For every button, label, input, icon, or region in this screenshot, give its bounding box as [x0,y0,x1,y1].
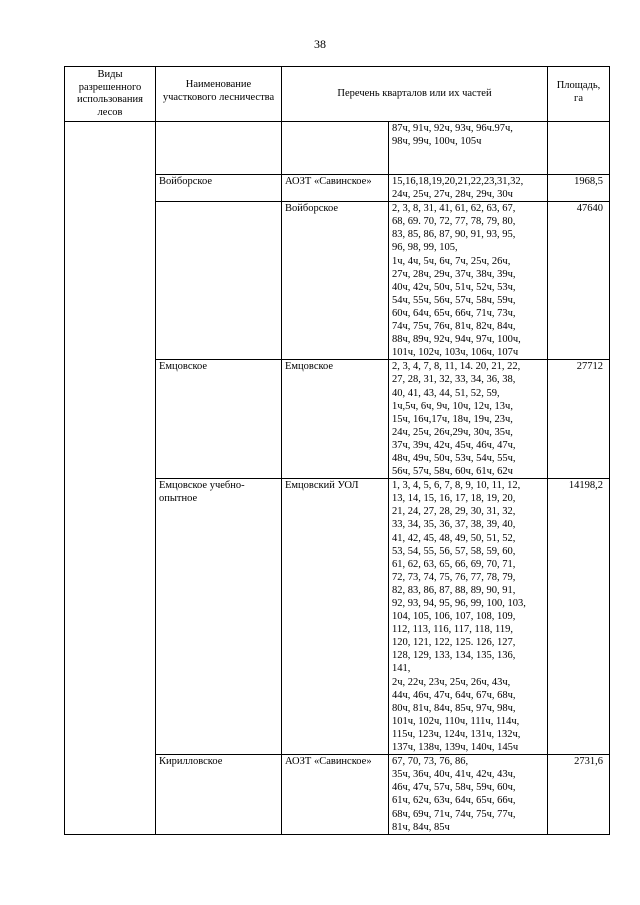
quarter-line: 60ч, 64ч, 65ч, 66ч, 71ч, 73ч, [392,307,516,319]
district-cell [156,122,282,175]
quarter-line: 2, 3, 8, 31, 41, 61, 62, 63, 67, [392,203,516,215]
quarter-line: 24ч, 25ч, 26ч,29ч, 30ч, 35ч, [392,426,513,438]
district-cell: Кирилловское [156,755,282,835]
quarter-line: 80ч, 81ч, 84ч, 85ч, 97ч, 98ч, [392,702,516,714]
quarter-line: 13, 14, 15, 16, 17, 18, 19, 20, [392,493,516,505]
district-cell [156,202,282,360]
header-district: Наименование участкового лесничества [156,67,282,122]
district-cell: Емцовское [156,360,282,479]
quarter-line: 68ч, 69ч, 71ч, 74ч, 75ч, 77ч, [392,808,516,820]
quarter-line: 33, 34, 35, 36, 37, 38, 39, 40, [392,519,516,531]
quarter-line: 81ч, 84ч, 85ч [392,821,450,833]
quarter-line: 46ч, 47ч, 57ч, 58ч, 59ч, 60ч, [392,782,516,794]
quarter-line: 112, 113, 116, 117, 118, 119, [392,624,514,636]
quarter-line: 27, 28, 31, 32, 33, 34, 36, 38, [392,374,516,386]
quarter-line: 83, 85, 86, 87, 90, 91, 93, 95, [392,229,516,241]
quarter-line: 128, 129, 133, 134, 135, 136, [392,650,516,662]
quarter-line: 98ч, 99ч, 100ч, 105ч [392,136,482,148]
quarter-line: 68, 69. 70, 72, 77, 78, 79, 80, [392,216,516,228]
quarter-line: 56ч, 57ч, 58ч, 60ч, 61ч, 62ч [392,466,513,478]
quarters-cell [389,202,548,360]
page-number: 38 [314,37,326,51]
quarter-line: 37ч, 39ч, 42ч, 45ч, 46ч, 47ч, [392,439,516,451]
quarter-line: 53, 54, 55, 56, 57, 58, 59, 60, [392,545,516,557]
subunit-cell [282,122,389,175]
quarter-line: 35ч, 36ч, 40ч, 41ч, 42ч, 43ч, [392,769,516,781]
header-area: Площадь, га [548,67,610,122]
quarter-line: 82, 83, 86, 87, 88, 89, 90, 91, [392,584,516,596]
quarter-line: 101ч, 102ч, 103ч, 106ч, 107ч [392,347,519,359]
subunit-cell: Войборское [282,202,389,360]
quarter-line: 96, 98, 99, 105, [392,242,458,254]
table-header-row [65,67,610,122]
quarter-line: 48ч, 49ч, 50ч, 53ч, 54ч, 55ч, [392,452,516,464]
quarters-cell [389,755,548,835]
quarter-line: 40ч, 42ч, 50ч, 51ч, 52ч, 53ч, [392,281,516,293]
quarter-line: 67, 70, 73, 76, 86, [392,756,469,768]
quarter-line: 44ч, 46ч, 47ч, 64ч, 67ч, 68ч, [392,689,516,701]
table-row [65,122,610,175]
area-cell [548,122,610,175]
quarter-line: 21, 24, 27, 28, 29, 30, 31, 32, [392,506,516,518]
quarter-line: 87ч, 91ч, 92ч, 93ч, 96ч.97ч, [392,123,513,134]
quarter-line: 1ч, 4ч, 5ч, 6ч, 7ч, 25ч, 26ч, [392,255,511,267]
quarter-line: 1ч,5ч, 6ч, 9ч, 10ч, 12ч, 13ч, [392,400,513,412]
subunit-cell: Емцовский УОЛ [282,479,389,755]
district-cell: Войборское [156,175,282,202]
quarter-line: 141, [392,663,411,675]
quarter-line: 15ч, 16ч,17ч, 18ч, 19ч, 23ч, [392,413,513,425]
quarter-line: 101ч, 102ч, 110ч, 111ч, 114ч, [392,715,520,727]
district-cell: Емцовское учебно-опытное [156,479,282,755]
quarters-cell [389,360,548,479]
quarters-cell [389,122,548,175]
quarter-line: 27ч, 28ч, 29ч, 37ч, 38ч, 39ч, [392,268,516,280]
quarter-line: 15,16,18,19,20,21,22,23,31,32, [392,176,524,187]
area-cell: 14198,2 [548,479,610,755]
quarter-line: 137ч, 138ч, 139ч, 140ч, 145ч [392,742,519,754]
quarter-line: 72, 73, 74, 75, 76, 77, 78, 79, [392,571,516,583]
subunit-cell: Емцовское [282,360,389,479]
forest-quarters-table [64,66,610,835]
quarter-line: 104, 105, 106, 107, 108, 109, [392,611,516,623]
quarter-line: 115ч, 123ч, 124ч, 131ч, 132ч, [392,728,521,740]
quarters-cell [389,479,548,755]
quarter-line: 92, 93, 94, 95, 96, 99, 100, 103, [392,598,526,609]
subunit-cell: АОЗТ «Савинское» [282,175,389,202]
quarter-line: 24ч, 25ч, 27ч, 28ч, 29ч, 30ч [392,189,513,201]
header-quarters: Перечень кварталов или их частей [282,67,548,122]
use-type-cell [65,122,156,835]
quarter-line: 88ч, 89ч, 92ч, 94ч, 97ч, 100ч, [392,334,521,346]
quarter-line: 74ч, 75ч, 76ч, 81ч, 82ч, 84ч, [392,321,516,333]
quarters-cell [389,175,548,202]
area-cell: 1968,5 [548,175,610,202]
quarter-line: 2, 3, 4, 7, 8, 11, 14. 20, 21, 22, [392,361,521,373]
subunit-cell: АОЗТ «Савинское» [282,755,389,835]
header-use-type: Виды разрешенного использования лесов [65,67,156,122]
quarter-line: 40, 41, 43, 44, 51, 52, 59, [392,387,500,399]
area-cell: 2731,6 [548,755,610,835]
quarter-line: 2ч, 22ч, 23ч, 25ч, 26ч, 43ч, [392,676,511,688]
quarter-line: 120, 121, 122, 125. 126, 127, [392,637,516,649]
quarter-line: 54ч, 55ч, 56ч, 57ч, 58ч, 59ч, [392,294,516,306]
quarter-line: 1, 3, 4, 5, 6, 7, 8, 9, 10, 11, 12, [392,480,521,492]
quarter-line: 61, 62, 63, 65, 66, 69, 70, 71, [392,558,516,570]
quarter-line: 61ч, 62ч, 63ч, 64ч, 65ч, 66ч, [392,795,516,807]
area-cell: 27712 [548,360,610,479]
quarter-line: 41, 42, 45, 48, 49, 50, 51, 52, [392,532,516,544]
area-cell: 47640 [548,202,610,360]
